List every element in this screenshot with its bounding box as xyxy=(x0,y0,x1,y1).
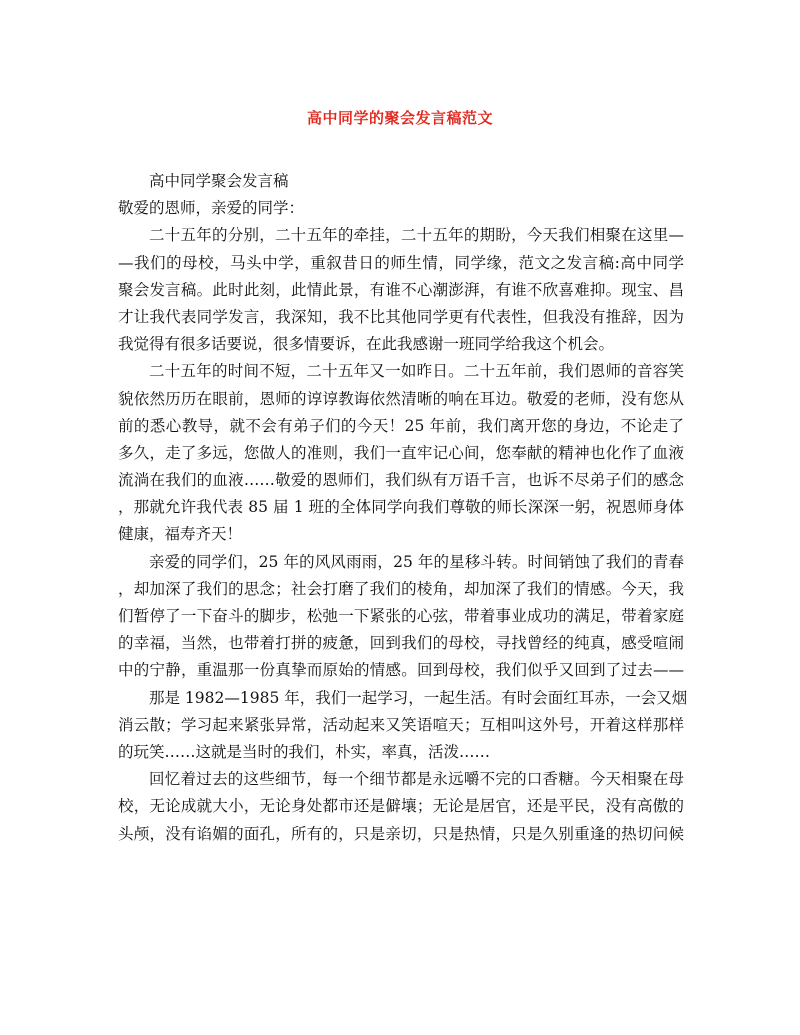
text-line: 那是 1982—1985 年，我们一起学习，一起生活。有时会面红耳赤，一会又烟 xyxy=(149,688,688,707)
text-line: ，那就允许我代表 85 届 1 班的全体同学向我们尊敬的师长深深一躬，祝恩师身体 xyxy=(118,498,684,517)
text-line: 敬爱的恩师，亲爱的同学： xyxy=(118,199,305,218)
text-line: 的玩笑……这就是当时的我们，朴实，率真，活泼…… xyxy=(118,742,491,761)
text-line: 二十五年的分别，二十五年的牵挂，二十五年的期盼，今天我们相聚在这里— xyxy=(149,226,684,245)
text-line: 们暂停了一下奋斗的脚步，松弛一下紧张的心弦，带着事业成功的满足，带着家庭 xyxy=(118,607,684,625)
text-line: 貌依然历历在眼前，恩师的谆谆教诲依然清晰的响在耳边。敬爱的老师，没有您从 xyxy=(118,389,684,408)
document-title: 高中同学的聚会发言稿范文 xyxy=(306,109,493,127)
text-line: 回忆着过去的这些细节，每一个细节都是永远嚼不完的口香糖。今天相聚在母 xyxy=(149,770,684,789)
text-line: 消云散；学习起来紧张异常，活动起来又笑语喧天；互相叫这外号，开着这样那样 xyxy=(118,715,684,734)
text-line: 聚会发言稿。此时此刻，此情此景，有谁不心潮澎湃，有谁不欣喜难抑。现宝、昌 xyxy=(118,280,684,299)
document-body xyxy=(118,168,688,848)
text-line: 我觉得有很多话要说，很多情要诉，在此我感谢一班同学给我这个机会。 xyxy=(118,335,615,354)
text-line: —我们的母校，马头中学，重叙昔日的师生情，同学缘，范文之发言稿:高中同学 xyxy=(118,253,684,272)
text-line: 流淌在我们的血液……敬爱的恩师们，我们纵有万语千言，也诉不尽弟子们的感念 xyxy=(118,471,684,490)
text-line: 校，无论成就大小，无论身处都市还是僻壤；无论是居官，还是平民，没有高傲的 xyxy=(118,797,684,816)
text-line: 前的悉心教导，就不会有弟子们的今天！25 年前，我们离开您的身边，不论走了 xyxy=(118,416,684,435)
text-line: 亲爱的同学们，25 年的风风雨雨，25 年的星移斗转。时间销蚀了我们的青春 xyxy=(149,552,684,571)
text-line: 二十五年的时间不短，二十五年又一如昨日。二十五年前，我们恩师的音容笑 xyxy=(149,362,684,381)
text-line: ，却加深了我们的思念；社会打磨了我们的棱角，却加深了我们的情感。今天，我 xyxy=(118,579,684,598)
text-line: 的幸福，当然，也带着打拼的疲惫，回到我们的母校，寻找曾经的纯真，感受喧闹 xyxy=(118,634,684,653)
text-line: 健康，福寿齐天！ xyxy=(118,525,243,544)
text-line: 中的宁静，重温那一份真挚而原始的情感。回到母校，我们似乎又回到了过去—— xyxy=(118,661,684,680)
text-line: 高中同学聚会发言稿 xyxy=(149,172,289,190)
text-line: 头颅，没有谄媚的面孔，所有的，只是亲切，只是热情，只是久别重逢的热切问候 xyxy=(118,824,684,843)
text-line: 才让我代表同学发言，我深知，我不比其他同学更有代表性，但我没有推辞，因为 xyxy=(118,307,684,326)
text-line: 多久，走了多远，您做人的准则，我们一直牢记心间，您奉献的精神也化作了血液 xyxy=(118,443,684,462)
